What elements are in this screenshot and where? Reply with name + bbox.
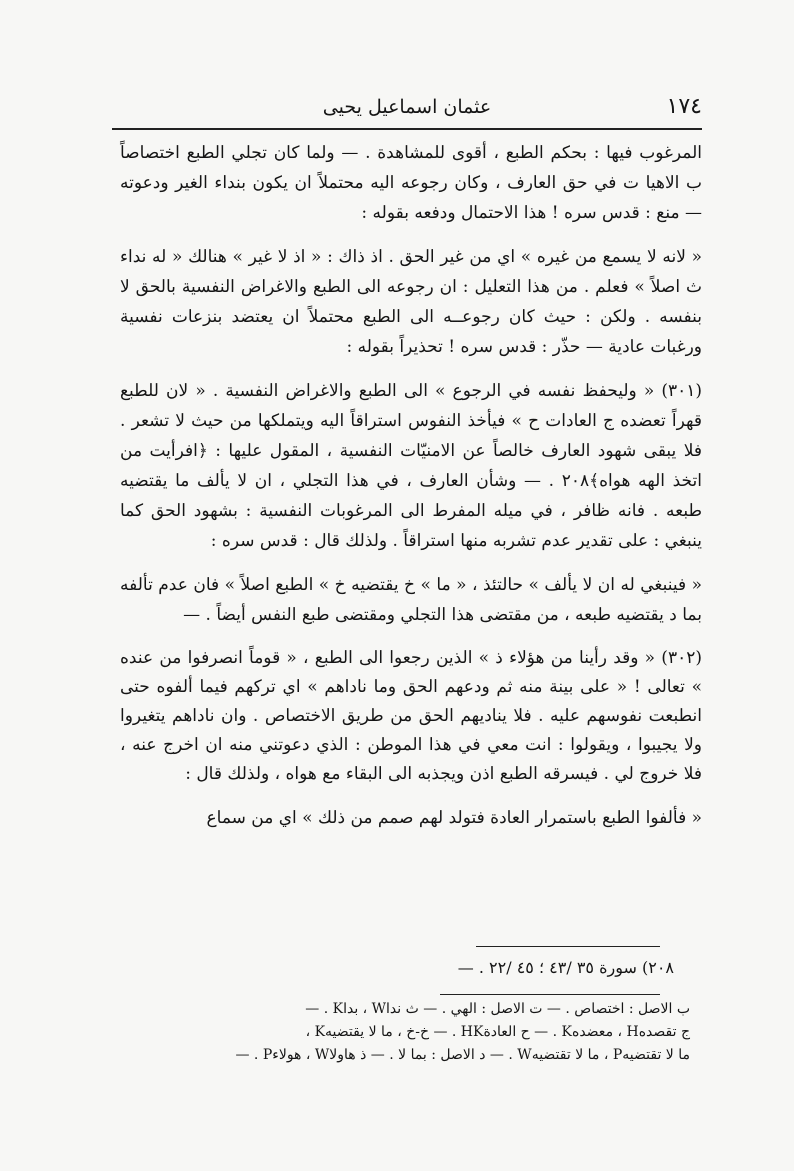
paragraph: « لانه لا يسمع من غيره » اي من غير الحق . اذ ذاك : « اذ لا غير » هنالك « له نداء ث اصلاً » فعلم . من هذا التعليل : ان رجوعه الى الطبع والاغراض النفسية بالحق لا بنفسه . ولكن : حيث كان رجوعــه الى الطبع محتملاً ان يعتضد بنزعات نفسية ورغبات عادية — حذّر : قدس سره ! تحذيراً بقوله : bbox=[120, 247, 702, 357]
paragraph: (٣٠٢) « وقد رأينا من هؤلاء ذ » الذين رجعوا الى الطبع ، « قوماً انصرفوا من عنده » تعالى ! « على بينة منه ثم ودعهم الحق وما ناداهم » اي تركهم فيما ألفوه حتى انطبعت نفوسهم عليه . فلا يناديهم الحق من طريق الاختصاص . وان ناداهم يتغيروا ولا يجيبوا ، ويقولوا : انت معي في هذا الموطن : الذي دعوتني منه ان اخرج عنه ، فلا خروج لي . فيسرقه الطبع اذن ويجذبه الى البقاء مع هواه ، ولذلك قال : bbox=[120, 648, 702, 784]
main-text bbox=[120, 138, 702, 833]
apparatus-divider bbox=[440, 994, 660, 995]
apparatus-line: ما لا تقتضيهP ، ما لا تقتضيهW . — د الاصل : بما لا . — ذ هاولاW ، هولاءP . — bbox=[235, 1047, 690, 1063]
paragraph: « فينبغي له ان لا يألف » حالتئذ ، « ما » خ يقتضيه خ » الطبع اصلاً » فان عدم تألفه بما د يقتضيه طبعه ، من مقتضى هذا التجلي ومقتضى طبع النفس أيضاً . — bbox=[120, 575, 702, 625]
footnote: ٢٠٨) سورة ٣٥ /٤٣ ؛ ٤٥ /٢٢ . — bbox=[457, 958, 674, 977]
page-header bbox=[112, 88, 702, 130]
apparatus-line: ج تقصدهH ، معضدهK . — ح العادةHK . — خ-خ ، ما لا يقتضيهK ، bbox=[305, 1024, 690, 1040]
page-number: ١٧٤ bbox=[666, 94, 702, 119]
apparatus-line: ب الاصل : اختصاص . — ت الاصل : الهي . — ث نداW ، بداK . — bbox=[305, 1001, 690, 1017]
running-title: عثمان اسماعيل يحيى bbox=[322, 96, 492, 118]
paragraph: (٣٠١) « وليحفظ نفسه في الرجوع » الى الطبع والاغراض النفسية . « لان للطبع قهراً تعضده ج العادات ح » فيأخذ النفوس استراقاً اليه ويتملكها من حيث لا تشعر . فلا يبقى شهود العارف خالصاً عن الامنيّات النفسية ، المقول عليها : ﴿افرأيت من اتخذ الهه هواه﴾٢٠٨ . — وشأن العارف ، في هذا التجلي ، ان لا يألف ما يقتضيه طبعه . فانه ظافر ، في ميله المفرط الى المرغوبات النفسية : بشهود الحق كما ينبغي : على تقدير عدم تشربه منها استراقاً . ولذلك قال : قدس سره : bbox=[120, 381, 702, 551]
paragraph: المرغوب فيها : بحكم الطبع ، أقوى للمشاهدة . — ولما كان تجلي الطبع اختصاصاً ب الاهيا ت في حق العارف ، وكان رجوعه اليه محتملاً ان يكون بنداء الغير ودعوته — منع : قدس سره ! هذا الاحتمال ودفعه بقوله : bbox=[120, 143, 702, 223]
footnote-divider bbox=[476, 946, 660, 947]
critical-apparatus bbox=[70, 998, 690, 1067]
paragraph: « فألفوا الطبع باستمرار العادة فتولد لهم صمم من ذلك » اي من سماع bbox=[206, 808, 702, 828]
